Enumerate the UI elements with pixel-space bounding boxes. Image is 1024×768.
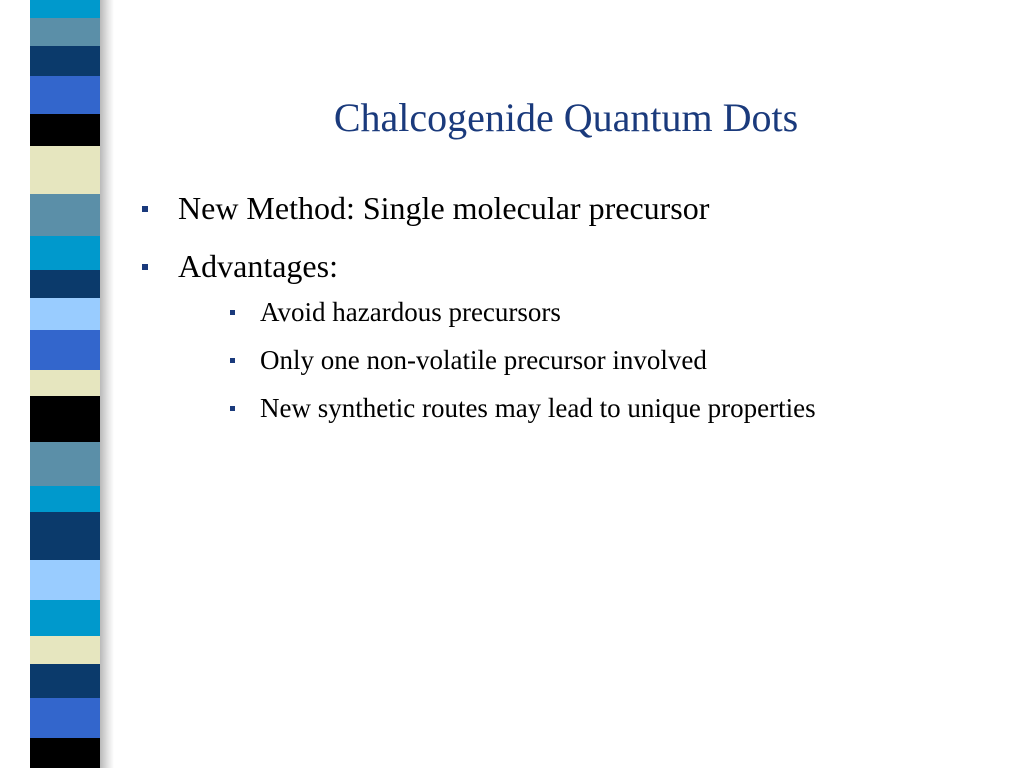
stripe-segment <box>30 698 100 738</box>
stripe-segment <box>30 560 100 600</box>
sub-bullet-text: Avoid hazardous precursors <box>260 297 561 327</box>
bullet-list <box>140 188 1000 444</box>
sub-bullet-text: New synthetic routes may lead to unique properties <box>260 393 816 423</box>
stripe-segment <box>30 330 100 370</box>
stripe-segment <box>30 738 100 768</box>
stripe-segment <box>30 486 100 512</box>
decorative-stripe-bar <box>30 0 100 768</box>
bullet-item <box>140 246 1000 426</box>
stripe-segment <box>30 442 100 486</box>
stripe-segment <box>30 18 100 46</box>
stripe-shadow <box>100 0 114 768</box>
stripe-segment <box>30 46 100 76</box>
square-bullet-icon <box>230 358 235 363</box>
square-bullet-icon <box>230 310 235 315</box>
stripe-segment <box>30 114 100 146</box>
stripe-segment <box>30 146 100 194</box>
stripe-segment <box>30 298 100 330</box>
stripe-segment <box>30 370 100 396</box>
stripe-segment <box>30 0 100 18</box>
slide-title: Chalcogenide Quantum Dots <box>333 95 799 140</box>
bullet-text: Advantages: <box>178 248 338 284</box>
stripe-segment <box>30 76 100 114</box>
square-bullet-icon <box>230 406 235 411</box>
sub-bullet-item <box>178 342 1000 378</box>
stripe-segment <box>30 236 100 270</box>
sub-bullet-item <box>178 390 1000 426</box>
square-bullet-icon <box>142 264 148 270</box>
stripe-segment <box>30 636 100 664</box>
bullet-text: New Method: Single molecular precursor <box>178 190 710 226</box>
stripe-segment <box>30 664 100 698</box>
sub-bullet-text: Only one non-volatile precursor involved <box>260 345 707 375</box>
sub-bullet-item <box>178 294 1000 330</box>
stripe-segment <box>30 396 100 442</box>
stripe-segment <box>30 270 100 298</box>
stripe-segment <box>30 194 100 236</box>
bullet-item <box>140 188 1000 228</box>
square-bullet-icon <box>142 206 148 212</box>
stripe-segment <box>30 512 100 560</box>
sub-bullet-list <box>178 294 1000 426</box>
stripe-segment <box>30 600 100 636</box>
